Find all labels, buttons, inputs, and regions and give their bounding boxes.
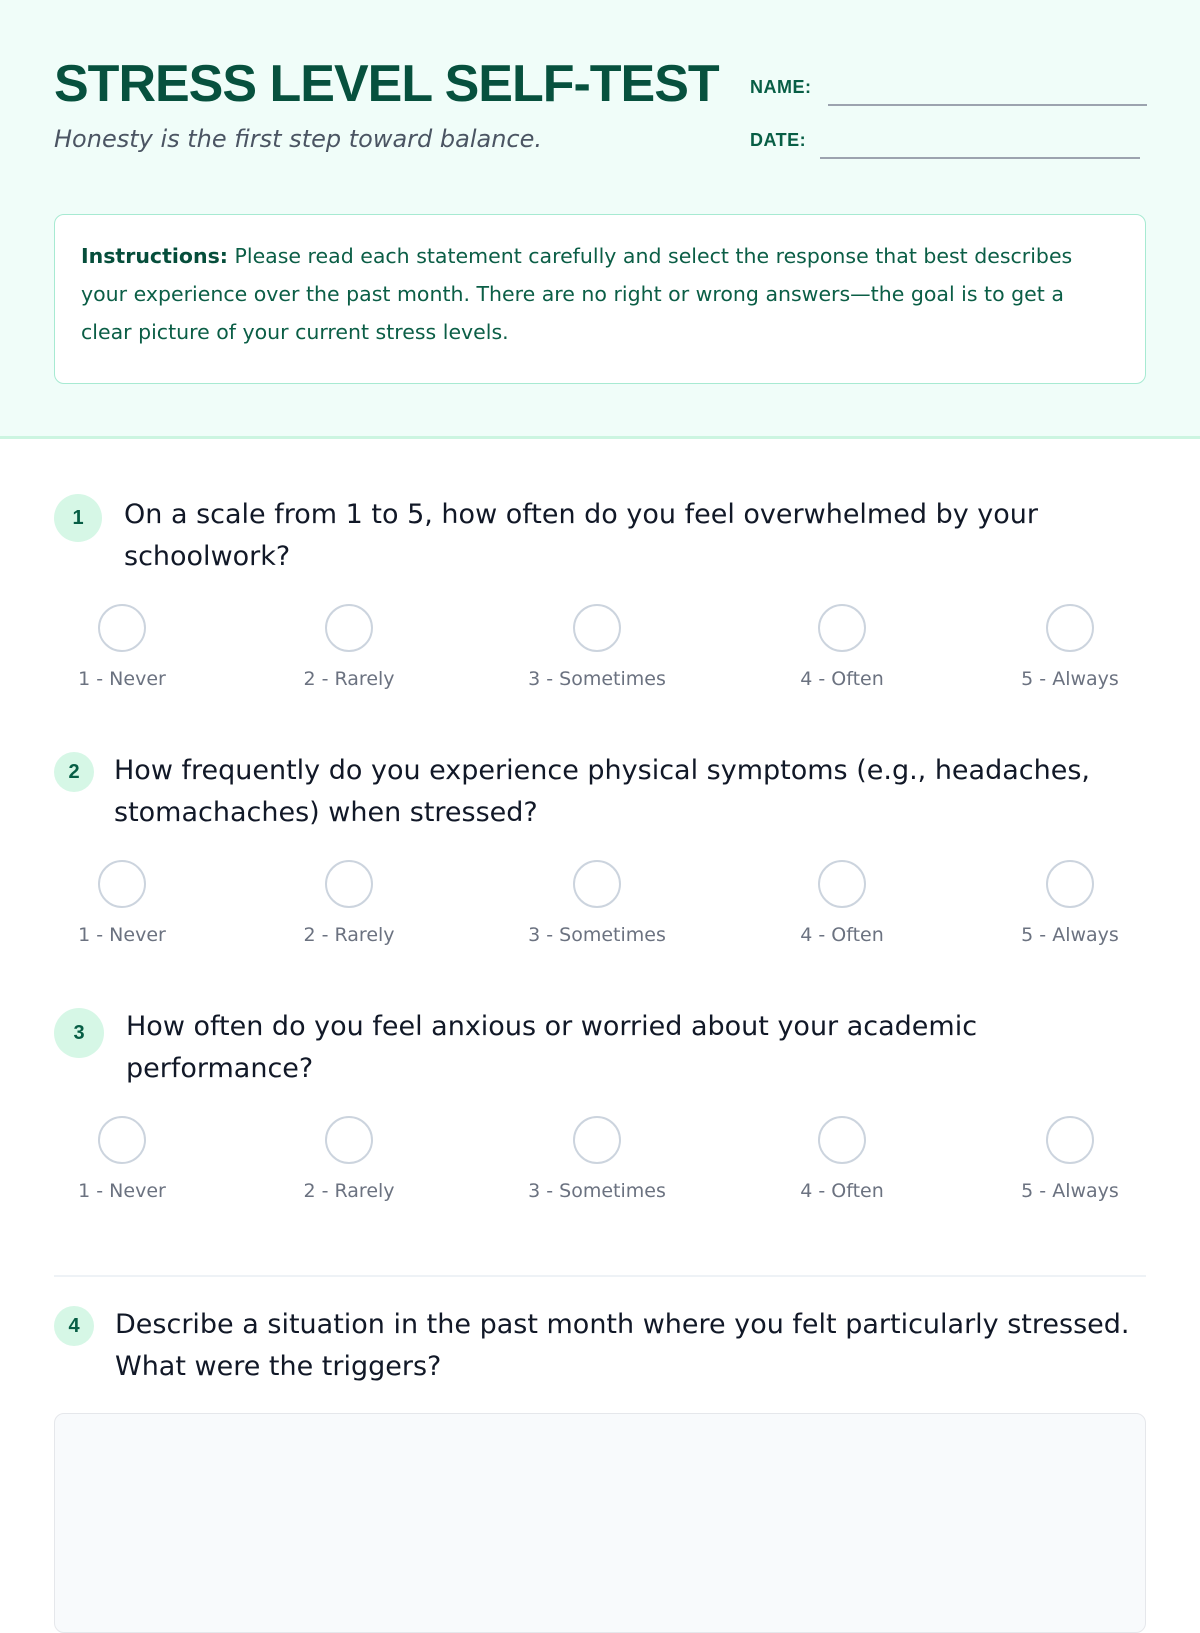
option-label: 3 - Sometimes — [528, 1180, 666, 1202]
answer-textarea[interactable] — [54, 1413, 1146, 1633]
option-5-always[interactable] — [970, 860, 1170, 946]
question-text: Describe a situation in the past month where you felt particularly stressed. What were the triggers? — [115, 1309, 1130, 1382]
question-text: How often do you feel anxious or worried about your academic performance? — [126, 1011, 978, 1084]
option-3-sometimes[interactable] — [497, 860, 697, 946]
question-number-badge: 4 — [54, 1306, 94, 1346]
option-label: 1 - Never — [78, 668, 166, 690]
date-label: DATE: — [750, 130, 807, 150]
option-1-never[interactable] — [22, 860, 222, 946]
option-label: 2 - Rarely — [303, 668, 395, 690]
instructions-text: Please read each statement carefully and select the response that best describes your experience over the past month. There are no right or wrong answers—the goal is to get a clear picture of your current stress levels. — [81, 244, 1073, 344]
radio-button[interactable] — [573, 1116, 621, 1164]
date-field[interactable] — [820, 157, 1140, 159]
question-3 — [54, 1006, 1146, 1226]
option-2-rarely[interactable] — [249, 860, 449, 946]
radio-button[interactable] — [1046, 860, 1094, 908]
name-field[interactable] — [828, 104, 1147, 106]
radio-button[interactable] — [1046, 1116, 1094, 1164]
radio-button[interactable] — [818, 604, 866, 652]
option-5-always[interactable] — [970, 1116, 1170, 1202]
question-number-badge: 3 — [54, 1008, 104, 1058]
instructions-box — [54, 214, 1146, 384]
radio-button[interactable] — [98, 604, 146, 652]
option-5-always[interactable] — [970, 604, 1170, 690]
option-3-sometimes[interactable] — [497, 604, 697, 690]
question-text: How frequently do you experience physical symptoms (e.g., headaches, stomachaches) when stressed? — [114, 755, 1090, 828]
instructions-lead: Instructions: — [81, 244, 228, 268]
option-4-often[interactable] — [742, 860, 942, 946]
option-label: 4 - Often — [800, 924, 884, 946]
page-subtitle: Honesty is the first step toward balance. — [54, 125, 543, 153]
option-label: 5 - Always — [1021, 668, 1119, 690]
option-label: 3 - Sometimes — [528, 668, 666, 690]
question-number-badge: 1 — [54, 494, 102, 542]
option-label: 2 - Rarely — [303, 924, 395, 946]
radio-button[interactable] — [818, 860, 866, 908]
radio-button[interactable] — [818, 1116, 866, 1164]
page-title: STRESS LEVEL SELF-TEST — [54, 55, 719, 113]
radio-button[interactable] — [98, 860, 146, 908]
option-label: 5 - Always — [1021, 924, 1119, 946]
option-1-never[interactable] — [22, 1116, 222, 1202]
question-1 — [54, 494, 1146, 714]
option-label: 5 - Always — [1021, 1180, 1119, 1202]
option-2-rarely[interactable] — [249, 604, 449, 690]
option-label: 1 - Never — [78, 1180, 166, 1202]
section-divider — [54, 1275, 1146, 1277]
option-2-rarely[interactable] — [249, 1116, 449, 1202]
question-text: On a scale from 1 to 5, how often do you feel overwhelmed by your schoolwork? — [124, 499, 1038, 572]
question-2 — [54, 750, 1146, 970]
name-label: NAME: — [750, 77, 812, 97]
option-label: 1 - Never — [78, 924, 166, 946]
radio-button[interactable] — [325, 860, 373, 908]
option-label: 2 - Rarely — [303, 1180, 395, 1202]
radio-button[interactable] — [325, 1116, 373, 1164]
option-3-sometimes[interactable] — [497, 1116, 697, 1202]
option-label: 4 - Often — [800, 1180, 884, 1202]
header-section — [0, 0, 1200, 439]
option-label: 4 - Often — [800, 668, 884, 690]
option-4-often[interactable] — [742, 604, 942, 690]
radio-button[interactable] — [573, 860, 621, 908]
question-number-badge: 2 — [54, 752, 94, 792]
question-4 — [54, 1304, 1146, 1404]
radio-button[interactable] — [98, 1116, 146, 1164]
option-4-often[interactable] — [742, 1116, 942, 1202]
option-1-never[interactable] — [22, 604, 222, 690]
radio-button[interactable] — [573, 604, 621, 652]
radio-button[interactable] — [1046, 604, 1094, 652]
radio-button[interactable] — [325, 604, 373, 652]
option-label: 3 - Sometimes — [528, 924, 666, 946]
